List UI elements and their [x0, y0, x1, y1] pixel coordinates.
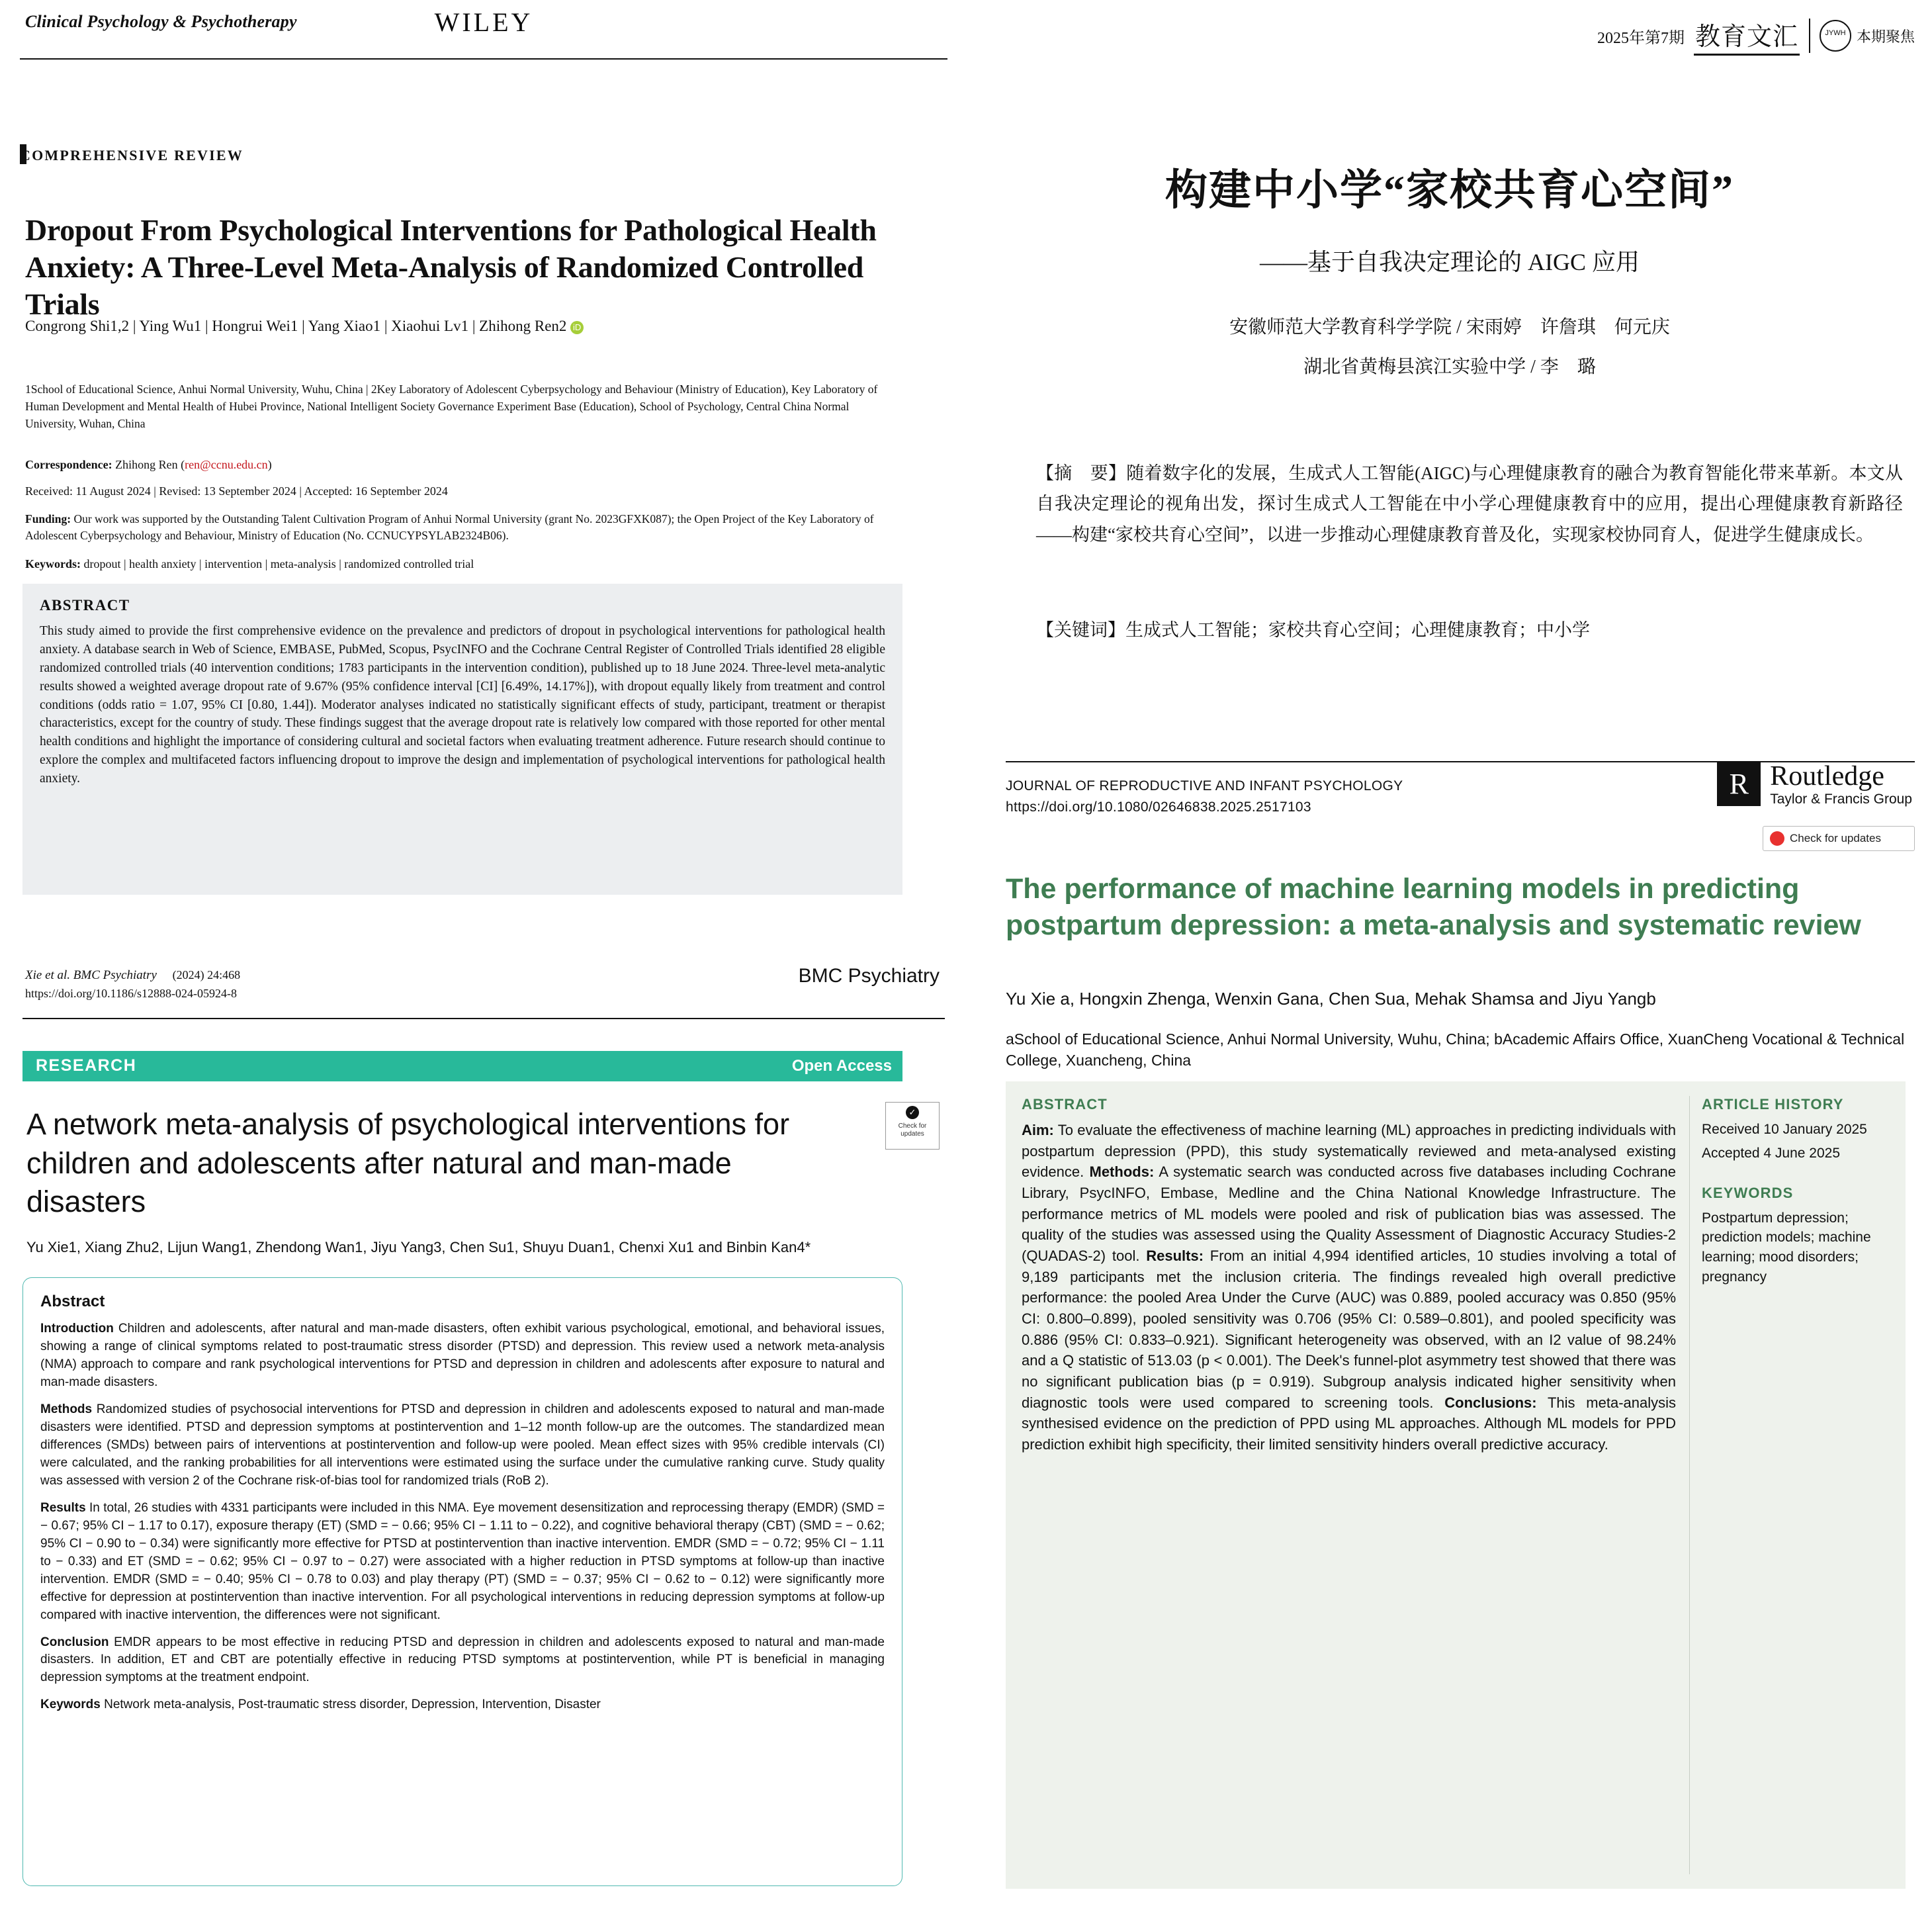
bmc-abstract-box — [22, 1277, 902, 1886]
keywords-line — [25, 557, 899, 571]
cn-abstract-text: 随着数字化的发展，生成式人工智能(AIGC)与心理健康教育的融合为教育智能化带来革新。本文从自我决定理论的视角出发，探讨生成式人工智能在中小学心理健康教育中的应用，提出心理健康教育新路径——构建“家校共育心空间”，以进一步推动心理健康教育普及化，实现家校协同育人，促进学生健康成长。 — [1036, 463, 1904, 545]
bmc-rule — [22, 1018, 945, 1019]
routledge-mark-icon: R — [1717, 762, 1761, 806]
affiliations: 1School of Educational Science, Anhui Normal University, Wuhu, China | 2Key Laboratory of Adolescent Cyberpsychology and Behaviour (Ministry of Education), Key Laboratory of Human Development and Mental Health of Hubei Province, National Intelligent Society Governance Experiment Base (Education), School of Psychology, Central China Normal University, Wuhan, China — [25, 383, 878, 430]
cn-column-logo — [1820, 20, 1915, 52]
routledge-results-text: From an initial 4,994 identified articles, 10 studies involving a total of 9,189 participants met the inclusion criteria. The findings revealed high overall predictive performance: the pooled Area Under the Curve (AUC) was 0.889, pooled accuracy was 0.850 (95% CI: 0.800–0.899), pooled sensitivity was 0.706 (95% CI: 0.589–0.801), and pooled specificity was 0.886 (95% CI: 0.833–0.921). Significant heterogeneity was observed, with an I2 value of 98.24% and a Q statistic of 513.03 (p < 0.001). The Deek's funnel-plot asymmetry test showed that there was no significant publication bias (p = 0.919). Subgroup analysis indicated higher sensitivity when diagnostic tools were used compared to screening tools. — [1022, 1248, 1677, 1411]
abstract-text: This study aimed to provide the first comprehensive evidence on the prevalence and predictors of dropout in psychological interventions for pathological health anxiety. A database search in Web of Science, EMBASE, PubMed, Scopus, PsycINFO and the Cochrane Central Register of Controlled Trials identified 28 eligible randomized controlled trials (40 intervention conditions; 1783 participants in the intervention condition), published up to 18 June 2024. Three-level meta-analytic results showed a weighted average dropout rate of 9.67% (95% confidence interval [CI] [6.49%, 14.17%]), with dropout equally likely from treatment and control conditions (odds ratio = 1.07, 95% CI [0.80, 1.44]). Moderator analyses indicated no statistically significant effects of study, participant, treatment or therapist characteristics, except for the country of study. These findings suggest that the average dropout rate is relatively low compared with those reported for other mental health conditions and highlight the importance of considering cultural and societal factors when evaluating treatment adherence. Future research should continue to explore the complex and multifaceted factors influencing dropout to improve the design and implementation of psychological interventions for pathological health anxiety. — [40, 624, 885, 786]
abstract-box — [22, 584, 902, 895]
routledge-journal-block — [1006, 776, 1548, 817]
routledge-conclusions-label: Conclusions: — [1444, 1394, 1537, 1411]
research-label: RESEARCH — [36, 1056, 137, 1075]
check-updates-label: Check for updates — [1790, 832, 1881, 844]
routledge-group: Taylor & Francis Group — [1770, 792, 1912, 807]
routledge-methods-text: A systematic search was conducted across five databases including Cochrane Library, PsycINFO, Embase, Medline and the China National Knowledge Infrastructure. The performance metrics of ML models were pooled and risk of publication bias was assessed. The quality of the studies was assessed using the Quality Assessment of Diagnostic Accuracy Studies-2 (QUADAS-2) tool. — [1022, 1163, 1677, 1265]
bmc-methods-label: Methods — [40, 1402, 93, 1416]
bmc-author-list: Yu Xie1, Xiang Zhu2, Lijun Wang1, Zhendong Wan1, Jiyu Yang3, Chen Su1, Shuyu Duan1, Chenxi Xu1 and Binbin Kan4* — [26, 1239, 811, 1255]
bmc-introduction-label: Introduction — [40, 1322, 114, 1336]
bmc-keywords — [40, 1696, 885, 1714]
sidebar-spacer — [1702, 1167, 1890, 1185]
cn-journal-logo: 教育文汇 — [1694, 16, 1800, 56]
bmc-keywords-text: Network meta-analysis, Post-traumatic stress disorder, Depression, Intervention, Disaster — [100, 1698, 601, 1712]
accepted-date: Accepted 4 June 2025 — [1702, 1145, 1841, 1161]
check-for-updates-badge[interactable] — [885, 1102, 940, 1150]
cn-keywords — [1036, 615, 1903, 641]
bmc-introduction-text: Children and adolescents, after natural and man-made disasters, often exhibit various psychological, emotional, and behavioral issues, showing a range of clinical symptoms related to post-traumatic stress disorder (PTSD) and depression. This review used a network meta-analysis (NMA) approach to compare and rank psychological interventions for PTSD and depression in children and adolescents after exposure to natural and man-made disasters. — [40, 1322, 885, 1389]
open-access-label: Open Access — [791, 1057, 892, 1075]
routledge-abstract-column — [1022, 1096, 1676, 1874]
cn-author-line-1: 安徽师范大学教育科学学院 / 宋雨婷 许詹琪 何元庆 — [1229, 317, 1670, 338]
bmc-conclusion-label: Conclusion — [40, 1635, 109, 1649]
author-list — [25, 318, 925, 335]
routledge-author-list — [1006, 989, 1906, 1009]
crossmark-icon — [1770, 831, 1784, 846]
correspondence-close: ) — [267, 458, 272, 471]
cn-issue-label: 2025年第7期 — [1597, 29, 1685, 47]
publisher-logo-wiley: WILEY — [434, 7, 533, 37]
bmc-methods — [40, 1401, 885, 1490]
cn-masthead-divider — [1809, 19, 1810, 53]
check-updates-icon: ✓ — [906, 1106, 919, 1119]
keywords-text: dropout | health anxiety | intervention | meta-analysis | randomized controlled trial — [81, 557, 474, 570]
wiley-article — [0, 0, 967, 986]
article-title: Dropout From Psychological Interventions for Pathological Health Anxiety: A Three-Level Meta-Analysis of Randomized Controlled Trials — [25, 213, 877, 322]
bmc-article — [0, 940, 967, 1906]
check-updates-label: Check for updates — [898, 1122, 927, 1138]
running-head: Clinical Psychology & Psychotherapy — [25, 12, 297, 31]
funding-statement — [25, 511, 899, 545]
bmc-journal-name: BMC Psychiatry — [798, 965, 940, 987]
bmc-abstract-heading: Abstract — [40, 1293, 105, 1310]
bmc-article-title: A network meta-analysis of psychological interventions for children and adolescents after natural and man-made disasters — [26, 1107, 790, 1218]
funding-label: Funding: — [25, 512, 71, 525]
cn-abstract — [1036, 458, 1903, 550]
funding-text: Our work was supported by the Outstanding Talent Cultivation Program of Anhui Normal University (grant No. 2023GFXK087); the Open Project of the Key Laboratory of Adolescent Cyberpsychology and Behaviour, Ministry of Education (No. CCNUCYPSYLAB2324B06). — [25, 512, 874, 543]
cn-keywords-text: 生成式人工智能；家校共育心空间；心理健康教育；中小学 — [1125, 620, 1590, 640]
author-list-text: Congrong Shi1,2 | Ying Wu1 | Hongrui Wei1 | Yang Xiao1 | Xiaohui Lv1 | Zhihong Ren2 — [25, 318, 567, 334]
check-for-updates-button[interactable] — [1763, 826, 1915, 851]
cn-article-title: 构建中小学“家校共育心空间” — [1165, 167, 1734, 214]
correspondence-text: Zhihong Ren ( — [115, 458, 185, 471]
chinese-journal-article — [967, 0, 1932, 754]
section-tag: COMPREHENSIVE REVIEW — [20, 147, 243, 163]
research-banner — [22, 1051, 902, 1081]
routledge-doi: https://doi.org/10.1080/02646838.2025.2517103 — [1006, 799, 1311, 815]
bmc-citation — [25, 966, 925, 1003]
orcid-icon: iD — [570, 321, 584, 334]
article-dates: Received: 11 August 2024 | Revised: 13 September 2024 | Accepted: 16 September 2024 — [25, 484, 448, 498]
received-date: Received 10 January 2025 — [1702, 1122, 1867, 1137]
header-rule — [20, 58, 947, 60]
bmc-conclusion — [40, 1634, 885, 1688]
routledge-sidebar — [1689, 1096, 1890, 1874]
correspondence-label: Correspondence: — [25, 458, 112, 471]
correspondence — [25, 458, 899, 472]
routledge-logo — [1717, 761, 1912, 807]
routledge-keywords-heading: KEYWORDS — [1702, 1184, 1794, 1201]
routledge-article-title: The performance of machine learning models in predicting postpartum depression: a meta-analysis and systematic review — [1006, 873, 1861, 942]
cn-article-subtitle: ——基于自我决定理论的 AIGC 应用 — [1260, 249, 1640, 275]
bmc-results — [40, 1500, 885, 1625]
cn-abstract-label: 【摘 要】 — [1036, 463, 1127, 483]
bmc-introduction — [40, 1320, 885, 1392]
bmc-results-label: Results — [40, 1500, 86, 1515]
routledge-journal-name: JOURNAL OF REPRODUCTIVE AND INFANT PSYCHOLOGY — [1006, 778, 1403, 794]
bmc-doi: https://doi.org/10.1186/s12888-024-05924-8 — [25, 986, 238, 1000]
cn-author-line-2: 湖北省黄梅县滨江实验中学 / 李 璐 — [1303, 357, 1596, 377]
cn-logo-circle-icon — [1820, 20, 1851, 52]
bmc-citation-journal: Xie et al. BMC Psychiatry — [25, 968, 157, 982]
routledge-abstract-heading: ABSTRACT — [1022, 1096, 1108, 1112]
bmc-conclusion-text: EMDR appears to be most effective in reducing PTSD and depression in children and adolescents exposed to natural and man-made disasters. In addition, ET and CBT are potentially effective in reducing PTSD symptoms at postintervention, while PT is beneficial in managing depression symptoms at the treatment endpoint. — [40, 1635, 885, 1685]
bmc-keywords-label: Keywords — [40, 1698, 101, 1712]
routledge-logo-text — [1770, 761, 1912, 807]
cn-column-label: 本期聚焦 — [1856, 28, 1915, 45]
routledge-affiliations: aSchool of Educational Science, Anhui Normal University, Wuhu, China; bAcademic Affairs Office, XuanCheng Vocational & Technical College, Xuancheng, China — [1006, 1030, 1905, 1069]
correspondence-email-link[interactable]: ren@ccnu.edu.cn — [185, 458, 268, 471]
article-history-heading: ARTICLE HISTORY — [1702, 1096, 1844, 1112]
abstract-heading: ABSTRACT — [40, 597, 130, 613]
routledge-name: Routledge — [1770, 761, 1884, 792]
routledge-abstract-body — [1022, 1120, 1676, 1455]
cn-keywords-label: 【关键词】 — [1036, 620, 1125, 640]
bmc-methods-text: Randomized studies of psychosocial interventions for PTSD and depression in children and adolescents exposed to natural and man-made disasters were identified. PTSD and depression symptoms at postintervention and 1–12 month follow-up are the outcomes. The standardized mean differences (SMDs) between pairs of interventions at postintervention and follow-up were pooled. Mean effect sizes with 95% credible intervals (CI) were calculated, and the ranking probabilities for all interventions were estimated using the surface under the cumulative ranking curve. Study quality was assessed with version 2 of the Cochrane risk-of-bias tool for randomized trials (RoB 2). — [40, 1402, 885, 1488]
routledge-aim-label: Aim: — [1022, 1122, 1054, 1138]
routledge-results-label: Results: — [1146, 1248, 1204, 1265]
routledge-keywords-text: Postpartum depression; prediction models; machine learning; mood disorders; pregnancy — [1702, 1210, 1871, 1285]
routledge-abstract-box — [1006, 1081, 1906, 1889]
keywords-label: Keywords: — [25, 557, 81, 570]
routledge-conclusions-text: This meta-analysis synthesised evidence on the prediction of PPD using ML approaches. Although ML models for PPD prediction exhibit high specificity, their limited sensitivity hinders overall predictive accuracy. — [1022, 1394, 1677, 1453]
bmc-results-text: In total, 26 studies with 4331 participants were included in this NMA. Eye movement desensitization and reprocessing therapy (EMDR) (SMD = − 0.67; 95% CI − 1.17 to 0.17), exposure therapy (ET) (SMD = − 0.66; 95% CI − 1.11 to − 0.22), and cognitive behavioral therapy (CBT) (SMD = − 0.62; 95% CI − 0.90 to − 0.34) were significantly more effective for PTSD at postintervention than inactive intervention. EMDR (SMD = − 0.72; 95% CI − 1.11 to − 0.33) and ET (SMD = − 0.62; 95% CI − 0.97 to − 0.27) were associated with a higher reduction in PTSD symptoms at follow-up than inactive intervention. EMDR (SMD = − 0.40; 95% CI − 0.78 to 0.03) and play therapy (PT) (SMD = − 0.37; 95% CI − 0.62 to − 0.12) were significantly more effective for depression at postintervention than inactive intervention. For all psychological interventions in reducing depression symptoms at follow-up compared with inactive intervention, the differences were not significant. — [40, 1500, 885, 1622]
routledge-article — [967, 741, 1932, 1906]
routledge-aim-text: To evaluate the effectiveness of machine learning (ML) approaches in predicting individuals with postpartum depression (PPD), this study systematically reviewed and meta-analysed existing evidence. — [1022, 1122, 1677, 1181]
cn-masthead — [1597, 16, 1915, 56]
routledge-author-text: Yu Xie a, Hongxin Zhenga, Wenxin Gana, Chen Sua, Mehak Shamsa and Jiyu Yangb — [1006, 989, 1656, 1009]
routledge-methods-label: Methods: — [1089, 1163, 1155, 1181]
bmc-citation-volume: (2024) 24:468 — [172, 968, 241, 981]
